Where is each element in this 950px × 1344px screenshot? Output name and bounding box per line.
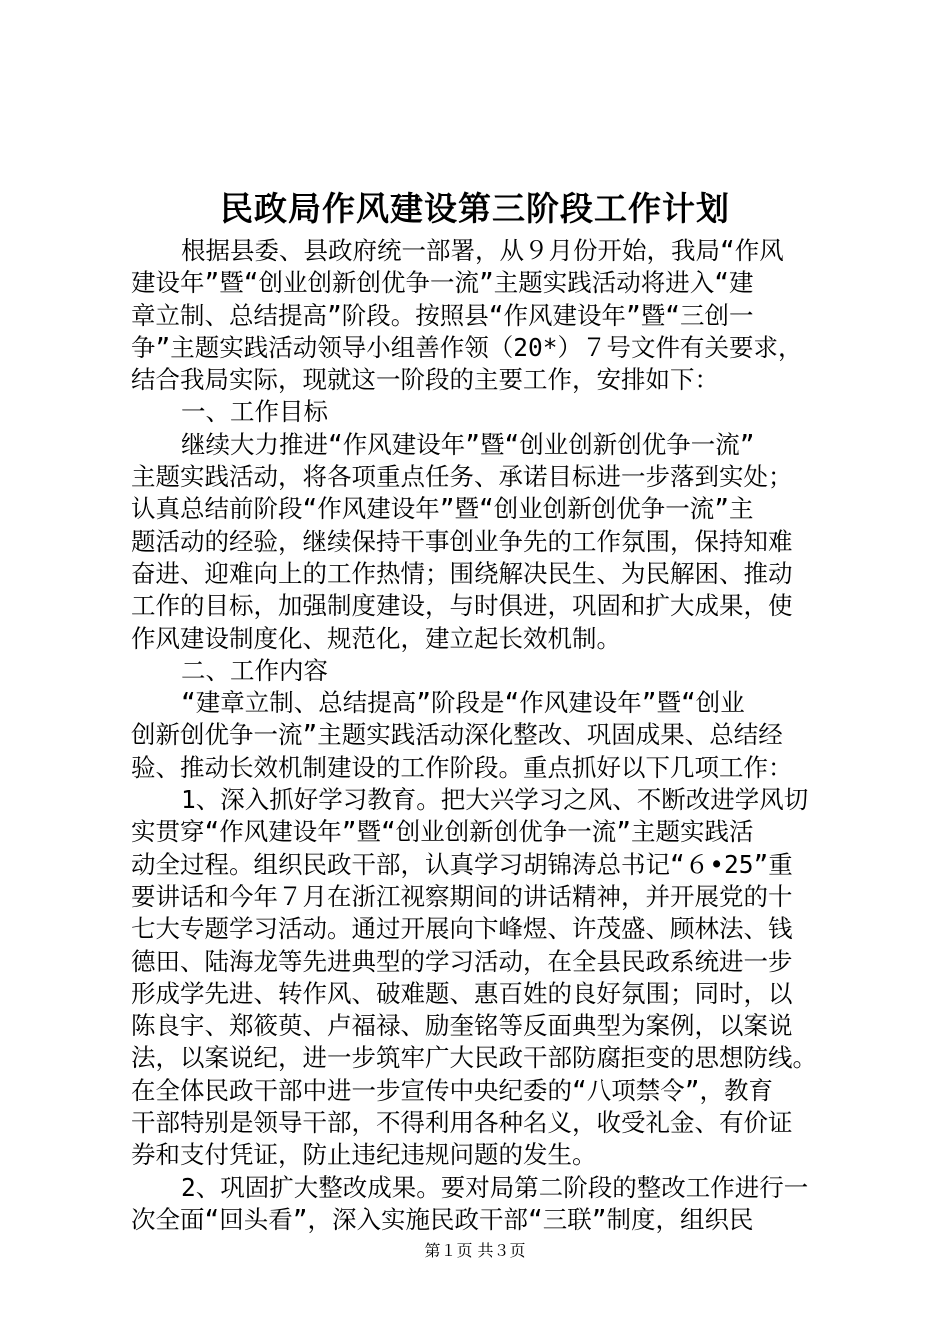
paragraph-line: 券和支付凭证，防止违纪违规问题的发生。 — [131, 1140, 597, 1170]
paragraph-line: 结合我局实际，现就这一阶段的主要工作，安排如下： — [131, 365, 719, 395]
paragraph-line: 2、巩固扩大整改成果。要对局第二阶段的整改工作进行一 — [181, 1172, 809, 1202]
paragraph-line: 要讲话和今年７月在浙江视察期间的讲话精神，并开展党的十 — [131, 881, 793, 911]
paragraph-line: 形成学先进、转作风、破难题、惠百姓的良好氛围；同时，以 — [131, 978, 793, 1008]
paragraph-line: 题活动的经验，继续保持干事创业争先的工作氛围，保持知难 — [131, 526, 793, 556]
section-heading: 二、工作内容 — [181, 655, 328, 685]
section-heading: 一、工作目标 — [181, 397, 328, 427]
paragraph-line: 干部特别是领导干部，不得利用各种名义，收受礼金、有价证 — [131, 1108, 793, 1138]
paragraph-line: 认真总结前阶段“作风建设年”暨“创业创新创优争一流”主 — [131, 494, 754, 524]
document-title: 民政局作风建设第三阶段工作计划 — [220, 189, 730, 228]
paragraph-line: 奋进、迎难向上的工作热情；围绕解决民生、为民解困、推动 — [131, 558, 793, 588]
paragraph-line: 根据县委、县政府统一部署，从９月份开始，我局“作风 — [181, 236, 784, 265]
paragraph-line: 工作的目标，加强制度建设，与时俱进，巩固和扩大成果，使 — [131, 591, 793, 621]
paragraph-line: 建设年”暨“创业创新创优争一流”主题实践活动将进入“建 — [131, 268, 754, 298]
paragraph-line: 陈良宇、郑筱萸、卢福禄、励奎铭等反面典型为案例，以案说 — [131, 1011, 793, 1041]
paragraph-line: 1、深入抓好学习教育。把大兴学习之风、不断改进学风切 — [181, 785, 809, 815]
paragraph-line: 争”主题实践活动领导小组善作领（20*）７号文件有关要求， — [131, 332, 803, 362]
paragraph-line: 创新创优争一流”主题实践活动深化整改、巩固成果、总结经 — [131, 720, 783, 750]
page-number-footer: 第１页 共３页 — [424, 1241, 526, 1260]
paragraph-line: 次全面“回头看”，深入实施民政干部“三联”制度，组织民 — [131, 1204, 754, 1234]
paragraph-line: 主题实践活动，将各项重点任务、承诺目标进一步落到实处； — [131, 462, 793, 492]
paragraph-line: “建章立制、总结提高”阶段是“作风建设年”暨“创业 — [181, 688, 745, 718]
paragraph-line: 法，以案说纪，进一步筑牢广大民政干部防腐拒变的思想防线。 — [131, 1043, 817, 1073]
paragraph-line: 作风建设制度化、规范化，建立起长效机制。 — [131, 623, 621, 653]
paragraph-line: 章立制、总结提高”阶段。按照县“作风建设年”暨“三创一 — [131, 300, 754, 330]
paragraph-line: 实贯穿“作风建设年”暨“创业创新创优争一流”主题实践活 — [131, 817, 754, 847]
paragraph-line: 七大专题学习活动。通过开展向卞峰煜、许茂盛、顾林法、钱 — [131, 914, 793, 944]
paragraph-line: 动全过程。组织民政干部，认真学习胡锦涛总书记“６•25”重 — [131, 849, 793, 879]
paragraph-line: 德田、陆海龙等先进典型的学习活动，在全县民政系统进一步 — [131, 946, 793, 976]
document-body — [131, 235, 831, 1236]
paragraph-line: 验、推动长效机制建设的工作阶段。重点抓好以下几项工作： — [131, 752, 793, 782]
paragraph-line: 继续大力推进“作风建设年”暨“创业创新创优争一流” — [181, 429, 755, 459]
paragraph-line: 在全体民政干部中进一步宣传中央纪委的“八项禁令”，教育 — [131, 1075, 773, 1105]
